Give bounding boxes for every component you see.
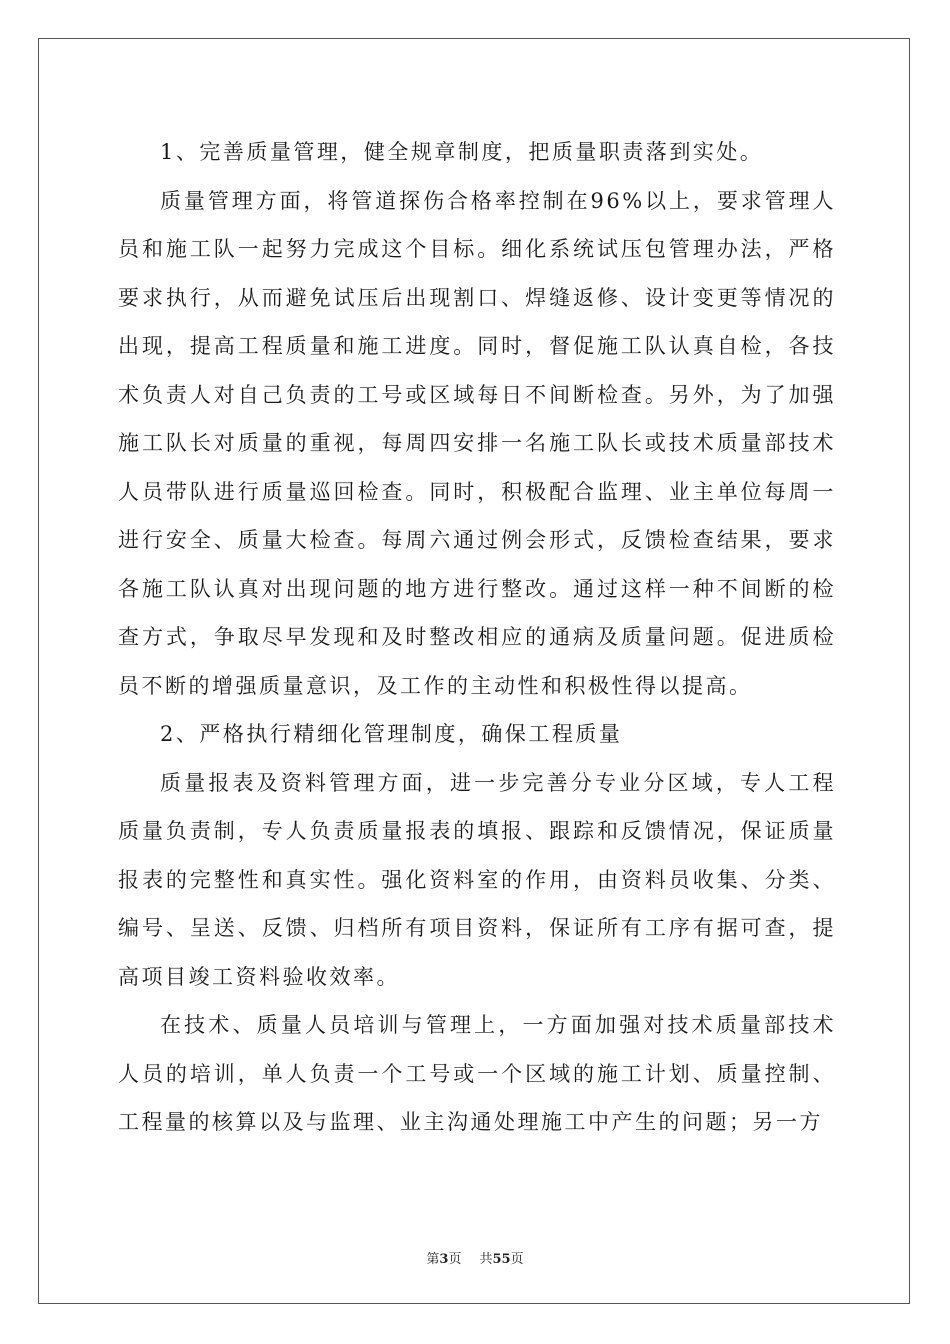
document-body <box>118 128 836 1147</box>
page-suffix: 页 <box>448 1252 462 1267</box>
page-prefix: 第 <box>426 1252 440 1267</box>
total-prefix: 共 <box>479 1252 493 1267</box>
total-pages: 55 <box>492 1252 511 1267</box>
section-heading-1: 1、完善质量管理，健全规章制度，把质量职责落到实处。 <box>160 140 764 164</box>
total-suffix: 页 <box>510 1252 524 1267</box>
section-heading-2: 2、严格执行精细化管理制度，确保工程质量 <box>160 722 623 746</box>
page-number: 3 <box>439 1252 449 1267</box>
paragraph-training-management: 在技术、质量人员培训与管理上，一方面加强对技术质量部技术人员的培训，单人负责一个工号或一个区域的施工计划、质量控制、工程量的核算以及与监理、业主沟通处理施工中产生的问题；另一方 <box>118 1013 836 1134</box>
paragraph-quality-management: 质量管理方面，将管道探伤合格率控制在96%以上，要求管理人员和施工队一起努力完成这个目标。细化系统试压包管理办法，严格要求执行，从而避免试压后出现割口、焊缝返修、设计变更等情况的出现，提高工程质量和施工进度。同时，督促施工队认真自检，各技术负责人对自己负责的工号或区域每日不间断检查。另外，为了加强施工队长对质量的重视，每周四安排一名施工队长或技术质量部技术人员带队进行质量巡回检查。同时，积极配合监理、业主单位每周一进行安全、质量大检查。每周六通过例会形式，反馈检查结果，要求各施工队认真对出现问题的地方进行整改。通过这样一种不间断的检查方式，争取尽早发现和及时整改相应的通病及质量问题。促进质检员不断的增强质量意识，及工作的主动性和积极性得以提高。 <box>118 188 836 698</box>
page-footer <box>0 1248 950 1267</box>
paragraph-reports-management: 质量报表及资料管理方面，进一步完善分专业分区域，专人工程质量负责制，专人负责质量报表的填报、跟踪和反馈情况，保证质量报表的完整性和真实性。强化资料室的作用，由资料员收集、分类、编号、呈送、反馈、归档所有项目资料，保证所有工序有据可查，提高项目竣工资料验收效率。 <box>118 770 836 989</box>
